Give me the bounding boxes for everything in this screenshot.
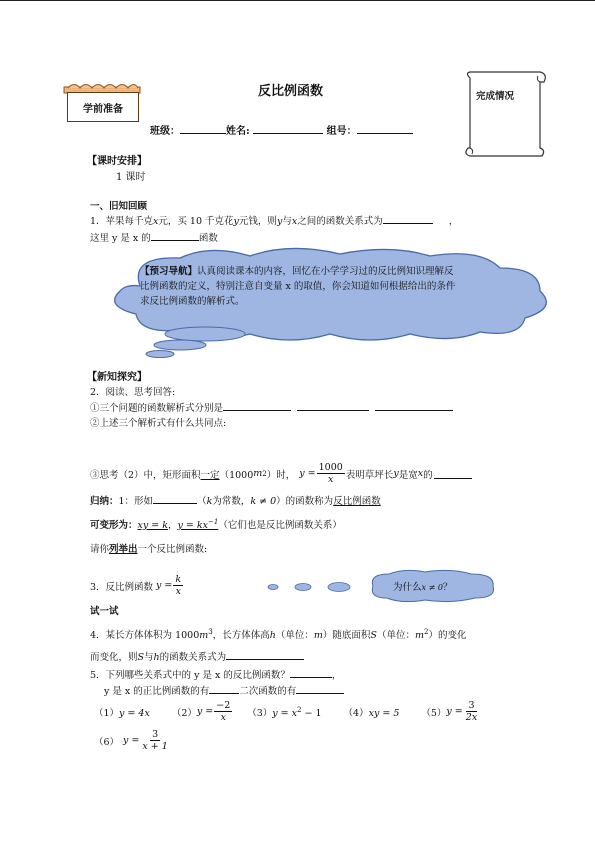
page-title: 反比例函数: [258, 84, 324, 99]
option-3: $(3)y = x^2 - 1$: [247, 705, 322, 719]
prep-label: 学前准备: [67, 92, 139, 122]
q5-answer-field[interactable]: [290, 667, 332, 678]
preview-cloud-tag: 【预习导航】: [140, 266, 198, 277]
review-q1-line2: 这里 y 是 x 的 函数: [90, 230, 218, 244]
completion-label: 完成情况: [476, 91, 515, 102]
name-label: 姓名:: [226, 126, 250, 137]
q3-fraction: $\frac{k}{x}$: [175, 574, 182, 597]
q3-thought-bubble: [265, 568, 505, 604]
class-name-group-row: [150, 122, 413, 137]
q1-type-field[interactable]: [151, 230, 199, 241]
q4-answer-field[interactable]: [226, 649, 304, 660]
q2-answer-2[interactable]: [297, 400, 369, 411]
class-label: 班级：: [150, 126, 180, 137]
q2-answer-3[interactable]: [375, 400, 453, 411]
option-4: （4）xy = 5: [343, 707, 400, 719]
summary-row: 归纳：1：形如 （k为常数，k ≠ 0）的函数称为反比例函数: [90, 493, 381, 507]
q4-row: 4．某长方体体积为 $1000m^3$，长方体体高h（单位：m）随底面积S（单位：$m^2$）的变化: [90, 627, 467, 641]
q4-line2: 而变化，则S与h的函数关系式为: [90, 649, 304, 663]
explore-q2: 2．阅读、思考回答:: [90, 387, 176, 398]
variant-row: 可变形为：xy = k，$y = kx^{-1}$（它们也是反比例函数关系）: [90, 517, 342, 531]
q3-row: 3．反比例函数 y = $\frac{k}{x}$: [90, 574, 182, 597]
review-heading: 一、旧知回顾: [90, 201, 148, 212]
top-rule: [0, 0, 595, 1]
explore-q2-b: ②上述三个解析式有什么共同点:: [90, 418, 227, 429]
q5-quadratic-field[interactable]: [296, 683, 344, 694]
preview-cloud-body: 认真阅读课本的内容，回忆在小学学习过的反比例知识理解反比例函数的定义，特别注意自变量 x 的取值，你会知道如何根据给出的条件求反比例函数的解析式。: [140, 266, 456, 307]
option-1: （1）y = 4x: [94, 707, 150, 719]
q5-options-row: [94, 700, 480, 723]
q5-line2: y 是 x 的正比例函数的有 二次函数的有: [104, 683, 344, 697]
q2-c-answer[interactable]: [434, 468, 472, 479]
q1-answer-field[interactable]: [383, 213, 433, 224]
schedule-value: 1 课时: [116, 172, 146, 183]
q2-answer-1[interactable]: [223, 400, 291, 411]
name-field[interactable]: [253, 123, 323, 134]
group-label: 组号：: [326, 126, 357, 137]
review-q1: 1．苹果每千克x元，买 10 千克花y元钱，则y与x之间的函数关系式为 ，: [90, 213, 458, 227]
preview-cloud-text: [140, 264, 460, 309]
option-5: （5） y = $\frac{3}{2x}$: [421, 700, 478, 723]
ask-row: 请你列举出一个反比例函数:: [90, 544, 208, 555]
q5-option-6: （6） y = $\frac{3}{x + 1}$: [94, 729, 168, 752]
q5-row: 5．下列哪些关系式中的 y 是 x 的反比例函数？ ，: [90, 667, 341, 681]
q3-bubble-text: 为什么x ≠ 0？: [393, 582, 453, 593]
summary-form-field[interactable]: [153, 493, 197, 504]
class-field[interactable]: [180, 123, 226, 134]
explore-heading: 【新知探究】: [87, 372, 147, 383]
try-heading: 试一试: [90, 606, 119, 617]
q5-linear-field[interactable]: [209, 683, 239, 694]
schedule-heading: 【课时安排】: [87, 156, 147, 167]
option-2: （2） y = $\frac{-2}{x}$: [171, 700, 231, 723]
completion-scroll: [460, 70, 550, 158]
explore-q2-a: ①三个问题的函数解析式分别是: [90, 400, 453, 414]
group-field[interactable]: [357, 123, 413, 134]
explore-q2-c: ③思考（2）中，矩形面积 一定 （1000 m 2 ）时， y = $\frac{1000}{x}$ 表明草坪长 y 是宽 x 的: [90, 462, 472, 485]
area-fraction: $\frac{1000}{x}$: [318, 462, 343, 485]
